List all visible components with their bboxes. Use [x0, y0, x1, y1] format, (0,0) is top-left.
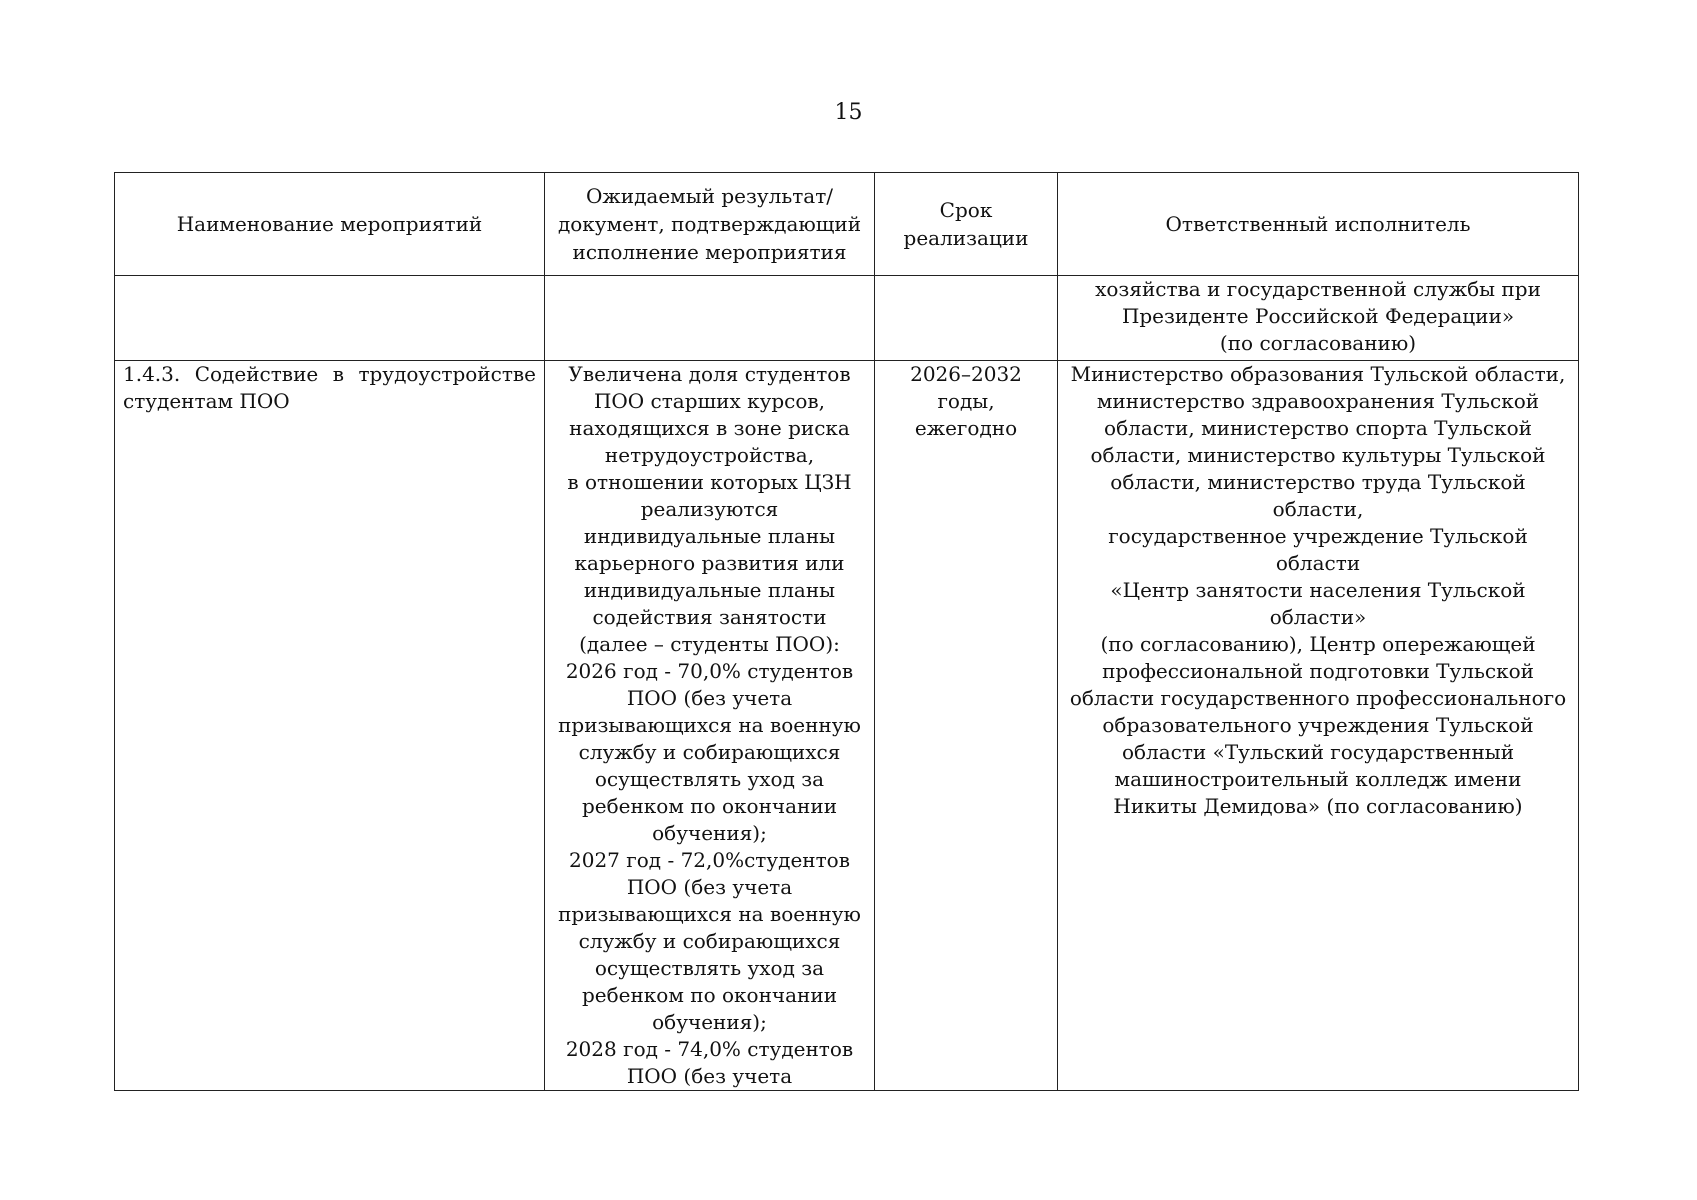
executor-continuation-line: Президенте Российской Федерации»: [1121, 304, 1515, 328]
activity-name-line: студентам ПОО: [123, 389, 290, 413]
result-line: нетрудоустройства,: [604, 443, 815, 467]
cell-activity-name: [115, 361, 545, 1091]
executor-line: области, министерство труда Тульской области,: [1110, 470, 1526, 521]
executor-line: области государственного профессионального: [1069, 686, 1567, 710]
header-expected-result: Ожидаемый результат/ документ, подтверждающий исполнение мероприятия: [545, 173, 875, 276]
term-line: 2026–2032: [910, 362, 1022, 386]
result-line: призывающихся на военную: [558, 902, 861, 926]
table-header-row: [115, 173, 1579, 276]
executor-line: профессиональной подготовки Тульской: [1102, 659, 1534, 683]
result-line: ребенком по окончании: [581, 983, 838, 1007]
activities-table: [114, 172, 1579, 1091]
header-term: Срок реализации: [875, 173, 1058, 276]
executor-line: Никиты Демидова» (по согласованию): [1113, 794, 1523, 818]
page-number: 15: [834, 100, 863, 125]
executor-line: государственное учреждение Тульской области: [1108, 524, 1528, 575]
result-line: находящихся в зоне риска: [569, 416, 850, 440]
result-line: обучения);: [652, 1010, 767, 1034]
executor-line: области, министерство спорта Тульской: [1104, 416, 1532, 440]
result-line: службу и собирающихся: [578, 929, 841, 953]
result-line: карьерного развития или: [574, 551, 845, 575]
result-line: обучения);: [652, 821, 767, 845]
result-line: осуществлять уход за: [594, 767, 825, 791]
result-line: реализуются: [640, 497, 779, 521]
header-executor: Ответственный исполнитель: [1058, 173, 1579, 276]
result-line: содействия занятости: [592, 605, 827, 629]
cell-executor: [1058, 361, 1579, 1091]
result-line: осуществлять уход за: [594, 956, 825, 980]
executor-continuation-line: (по согласованию): [1219, 331, 1417, 355]
cell-term-empty: [875, 276, 1058, 361]
result-line: индивидуальные планы: [583, 524, 836, 548]
cell-executor-continuation: [1058, 276, 1579, 361]
result-line: 2026 год - 70,0% студентов: [565, 659, 854, 683]
term-line: годы,: [937, 389, 995, 413]
result-line: ребенком по окончании: [581, 794, 838, 818]
result-line: индивидуальные планы: [583, 578, 836, 602]
result-line: ПОО (без учета: [626, 875, 793, 899]
term-line: ежегодно: [914, 416, 1018, 440]
activity-name-line: 1.4.3. Содействие в трудоустройстве: [123, 362, 536, 386]
table-row-continuation: [115, 276, 1579, 361]
result-line: в отношении которых ЦЗН: [567, 470, 852, 494]
result-line: (далее – студенты ПОО):: [579, 632, 840, 656]
result-line: ПОО (без учета: [626, 686, 793, 710]
executor-continuation-line: хозяйства и государственной службы при: [1095, 277, 1541, 301]
result-line: ПОО старших курсов,: [593, 389, 826, 413]
table-row-1-4-3: [115, 361, 1579, 1091]
executor-line: области, министерство культуры Тульской: [1090, 443, 1546, 467]
header-activity-name: Наименование мероприятий: [115, 173, 545, 276]
executor-line: Министерство образования Тульской области,: [1070, 362, 1566, 386]
executor-line: (по согласованию), Центр опережающей: [1100, 632, 1536, 656]
result-line: 2028 год - 74,0% студентов: [565, 1037, 854, 1061]
cell-term: [875, 361, 1058, 1091]
cell-expected-result: [545, 361, 875, 1091]
result-line: 2027 год - 72,0%студентов: [569, 848, 850, 872]
executor-line: образовательного учреждения Тульской: [1102, 713, 1534, 737]
cell-result-empty: [545, 276, 875, 361]
result-line: службу и собирающихся: [578, 740, 841, 764]
executor-line: министерство здравоохранения Тульской: [1096, 389, 1540, 413]
result-line: ПОО (без учета: [626, 1064, 793, 1088]
executor-line: «Центр занятости населения Тульской области»: [1110, 578, 1526, 629]
result-line: Увеличена доля студентов: [568, 362, 851, 386]
executor-line: области «Тульский государственный: [1121, 740, 1515, 764]
cell-activity-name-empty: [115, 276, 545, 361]
executor-line: машиностроительный колледж имени: [1114, 767, 1522, 791]
result-line: призывающихся на военную: [558, 713, 861, 737]
